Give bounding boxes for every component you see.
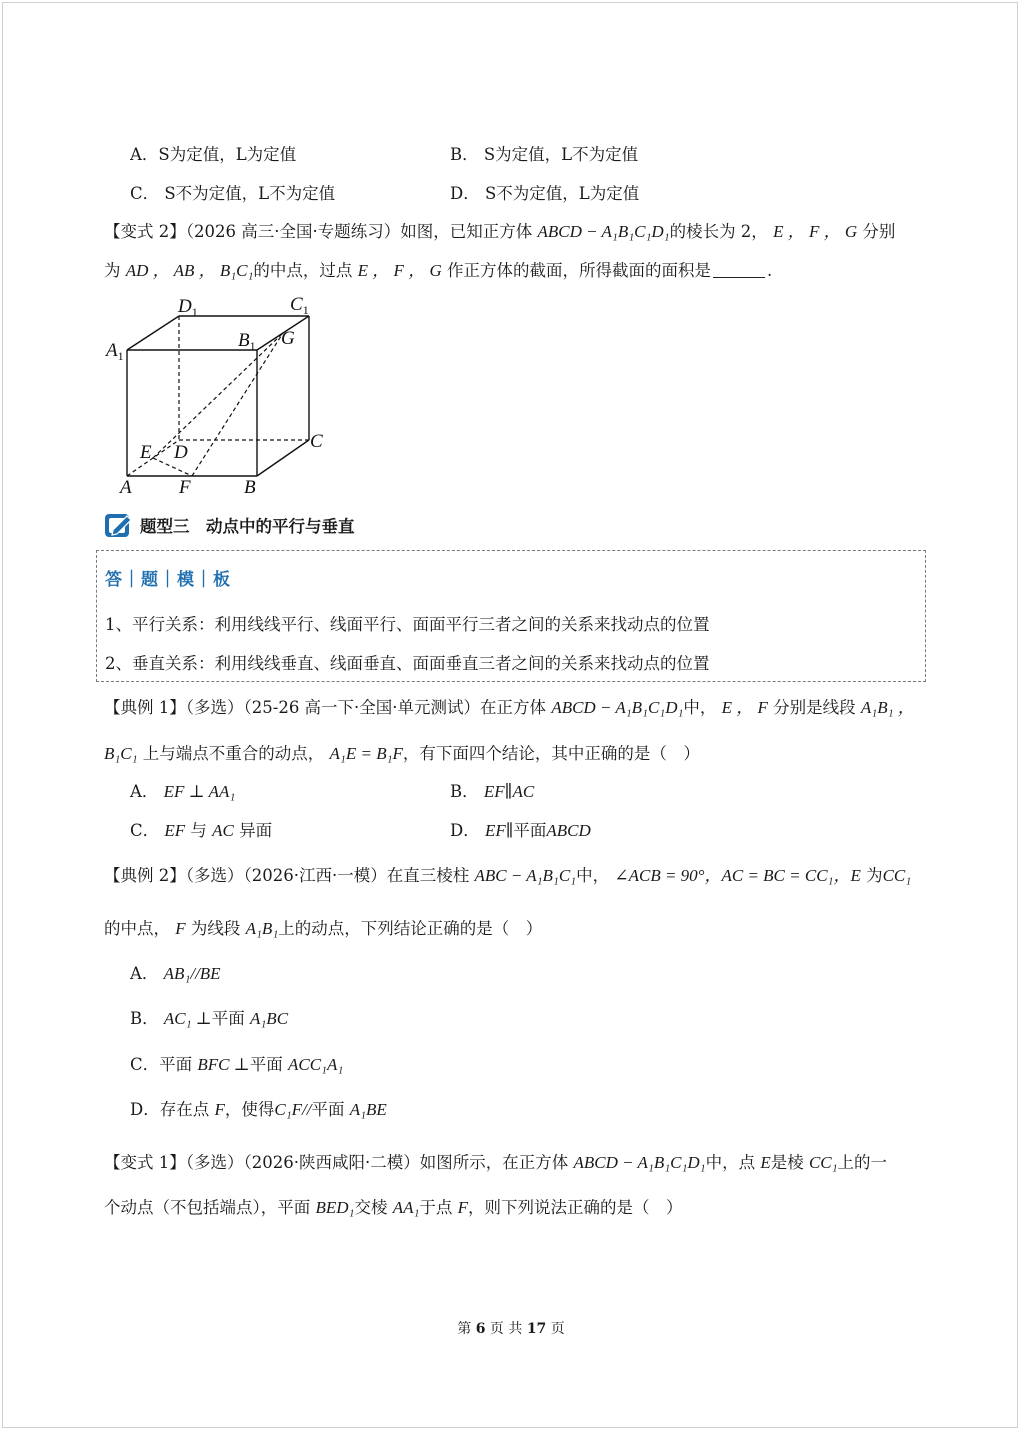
variant2-text1: 的棱长为 2， (669, 222, 768, 241)
variant1-source: （多选）（2026·陕西咸阳·二模）如图所示，在正方体 (185, 1153, 569, 1172)
example1-option-a: A． EF ⊥ AA₁ (130, 782, 236, 801)
label-B1: $B_1$ (238, 330, 256, 353)
example2-text1: 中， (576, 866, 610, 885)
label-A1: $A_1$ (106, 340, 124, 363)
variant1-label: 【变式 1】 (104, 1153, 186, 1172)
label-G: G (281, 328, 295, 349)
answer-template-box (96, 550, 926, 682)
example2-option-a: A． AB₁//BE (130, 964, 221, 983)
example2-text2: 为 (866, 866, 883, 885)
option-a: A．S为定值，L为定值 (130, 145, 297, 164)
variant2-text3: 的中点，过点 (253, 261, 353, 280)
example1-text1: 中， (683, 698, 717, 717)
variant2-line1 (104, 221, 895, 243)
example1-line1 (104, 697, 915, 719)
example1-line2-text2: ，有下面四个结论，其中正确的是（ ） (402, 744, 700, 763)
label-B: B (244, 477, 256, 498)
example1-label: 【典例 1】 (104, 698, 186, 717)
total-pages: 17 (526, 1321, 547, 1337)
variant2-vars1: E ， F ， G (773, 222, 858, 241)
section-title: 题型三 动点中的平行与垂直 (140, 517, 355, 536)
variant2-line2 (104, 260, 772, 282)
option-d: D． S不为定值，L为定值 (450, 184, 640, 203)
variant2-text4: 作正方体的截面，所得截面的面积是 (446, 261, 711, 280)
example2-option-b: B． AC₁ ⊥平面 A₁BC (130, 1009, 289, 1028)
variant2-text2: 分别 (862, 222, 896, 241)
variant2-line2-pre: 为 (104, 261, 121, 280)
example2-label: 【典例 2】 (104, 866, 186, 885)
example1-source: （多选）（25-26 高一下·全国·单元测试）在正方体 (185, 698, 547, 717)
example2-math1: ABC − A₁B₁C₁ (474, 866, 577, 885)
example1-option-b: B． EF∥AC (450, 782, 535, 801)
example1-vars1: E ， F (721, 698, 768, 717)
example2-line2: 的中点， F 为线段 A₁B₁上的动点，下列结论正确的是（ ） (104, 919, 543, 938)
example1-text2: 分别是线段 (773, 698, 856, 717)
variant2-label: 【变式 2】 (104, 222, 186, 241)
variant1-line1: 【变式 1】（多选）（2026·陕西咸阳·二模）如图所示，在正方体 ABCD − A₁B₁C₁D₁中，点 E是棱 CC₁上的一 (104, 1153, 888, 1172)
option-c: C． S不为定值，L不为定值 (130, 184, 336, 203)
template-line-1: 1、平行关系：利用线线平行、线面平行、面面平行三者之间的关系来找动点的位置 (105, 615, 710, 634)
answer-blank (713, 261, 765, 278)
option-b: B． S为定值，L不为定值 (450, 145, 639, 164)
example1-math1: ABCD − A₁B₁C₁D₁ (551, 698, 684, 717)
example1-line2-math: B₁C₁ (104, 744, 138, 763)
example2-line1 (104, 865, 911, 887)
example2-math2: ∠ACB = 90°，AC = BC = CC₁，E (614, 866, 861, 885)
example2-option-c: C．平面 BFC ⊥平面 ACC₁A₁ (130, 1055, 344, 1074)
example1-line2 (104, 743, 700, 765)
template-line-2: 2、垂直关系：利用线线垂直、线面垂直、面面垂直三者之间的关系来找动点的位置 (105, 654, 710, 673)
example1-math2: A₁B₁ ， (860, 698, 915, 717)
example2-option-d: D．存在点 F，使得C₁F//平面 A₁BE (130, 1100, 387, 1119)
current-page: 6 (475, 1321, 486, 1337)
label-A: A (120, 477, 132, 498)
label-C1: $C_1$ (290, 294, 309, 317)
label-D1: $D_1$ (178, 296, 198, 319)
section-heading (104, 510, 355, 540)
variant2-vars3: E ， F ， G (357, 261, 442, 280)
example1-option-c: C． EF 与 AC 异面 (130, 821, 273, 840)
pencil-icon (104, 511, 134, 539)
example2-math3: CC₁ (882, 866, 912, 885)
variant2-end: . (766, 261, 773, 280)
page-footer: 第 6 页 共 17 页 (457, 1321, 565, 1337)
example1-line2-math2: A₁E = B₁F (329, 744, 403, 763)
example2-source: （多选）（2026·江西·一模）在直三棱柱 (185, 866, 470, 885)
label-E: E (140, 442, 152, 463)
variant1-line2: 个动点（不包括端点），平面 BED₁交棱 AA₁于点 F，则下列说法正确的是（ ） (104, 1198, 683, 1217)
variant2-source: （2026 高三·全国·专题练习）如图，已知正方体 (185, 222, 533, 241)
example1-line2-text: 上与端点不重合的动点， (142, 744, 325, 763)
template-title: 答｜题｜模｜板 (105, 570, 231, 590)
label-C: C (310, 431, 323, 452)
cube-figure (100, 290, 340, 500)
variant2-vars2: AD ， AB ， B₁C₁ (125, 261, 254, 280)
variant2-math1: ABCD − A₁B₁C₁D₁ (537, 222, 670, 241)
label-F: F (179, 477, 191, 498)
example1-option-d: D． EF∥平面ABCD (450, 821, 591, 840)
label-D: D (174, 442, 188, 463)
